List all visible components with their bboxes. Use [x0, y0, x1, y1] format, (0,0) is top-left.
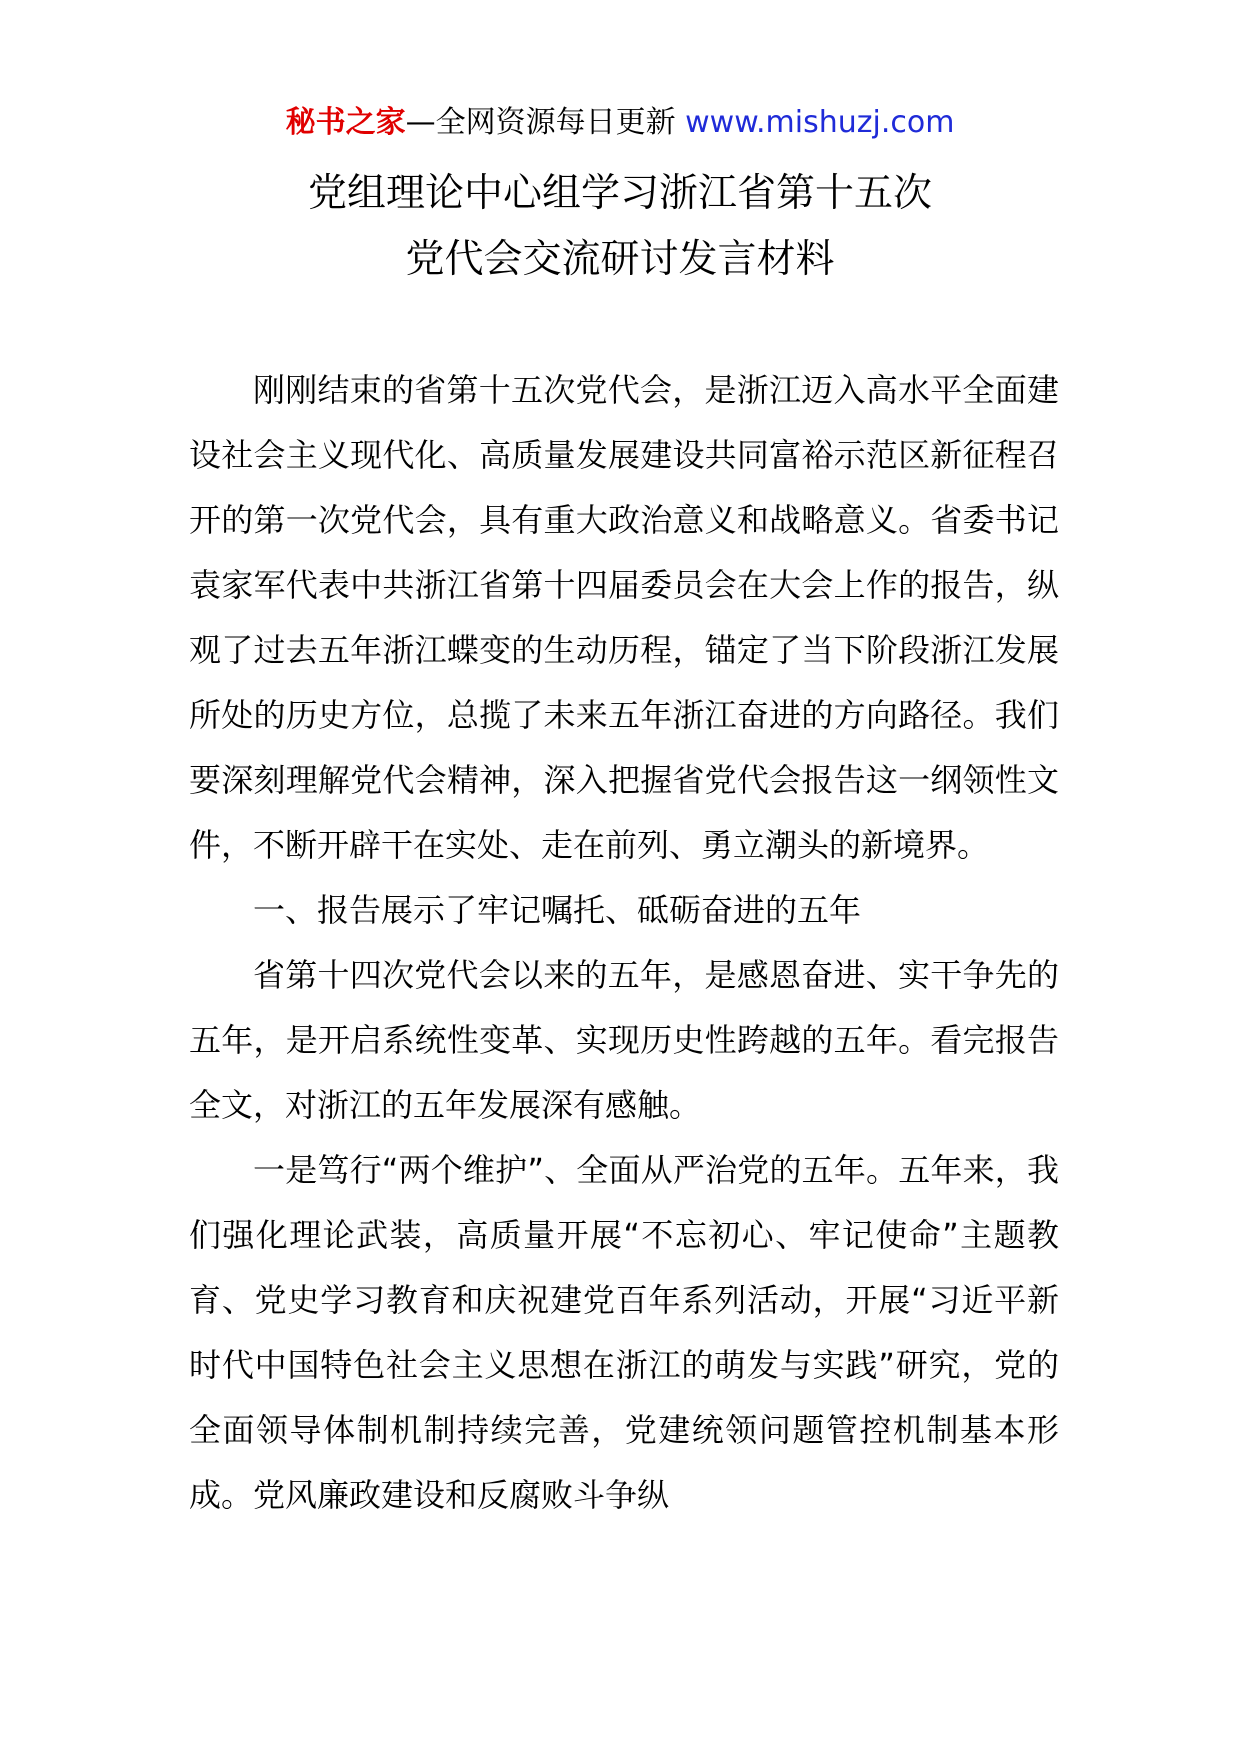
- body-paragraph: 刚刚结束的省第十五次党代会，是浙江迈入高水平全面建设社会主义现代化、高质量发展建设共同富裕示范区新征程召开的第一次党代会，具有重大政治意义和战略意义。省委书记袁家军代表中共浙江省第十四届委员会在大会上作的报告，纵观了过去五年浙江蝶变的生动历程，锚定了当下阶段浙江发展所处的历史方位，总揽了未来五年浙江奋进的方向路径。我们要深刻理解党代会精神，深入把握省党代会报告这一纲领性文件，不断开辟干在实处、走在前列、勇立潮头的新境界。: [189, 371, 1059, 864]
- document-body: [189, 358, 1059, 1528]
- brand-name: 秘书之家: [285, 105, 406, 140]
- site-url-link[interactable]: www.mishuzj.com: [685, 105, 955, 140]
- header-slogan: —全网资源每日更新: [405, 105, 676, 140]
- section-heading: 一、报告展示了牢记嘱托、砥砺奋进的五年: [253, 891, 862, 929]
- document-title-line-2: 党代会交流研讨发言材料: [405, 237, 835, 282]
- document-title-line-1: 党组理论中心组学习浙江省第十五次: [307, 171, 932, 216]
- site-header: [0, 101, 1240, 145]
- body-paragraph: 一是笃行“两个维护”、全面从严治党的五年。五年来，我们强化理论武装，高质量开展“不忘初心、牢记使命”主题教育、党史学习教育和庆祝建党百年系列活动，开展“习近平新时代中国特色社会主义思想在浙江的萌发与实践”研究，党的全面领导体制机制持续完善，党建统领问题管控机制基本形成。党风廉政建设和反腐败斗争纵: [189, 1151, 1059, 1514]
- body-paragraph: 省第十四次党代会以来的五年，是感恩奋进、实干争先的五年，是开启系统性变革、实现历史性跨越的五年。看完报告全文，对浙江的五年发展深有感触。: [189, 956, 1059, 1124]
